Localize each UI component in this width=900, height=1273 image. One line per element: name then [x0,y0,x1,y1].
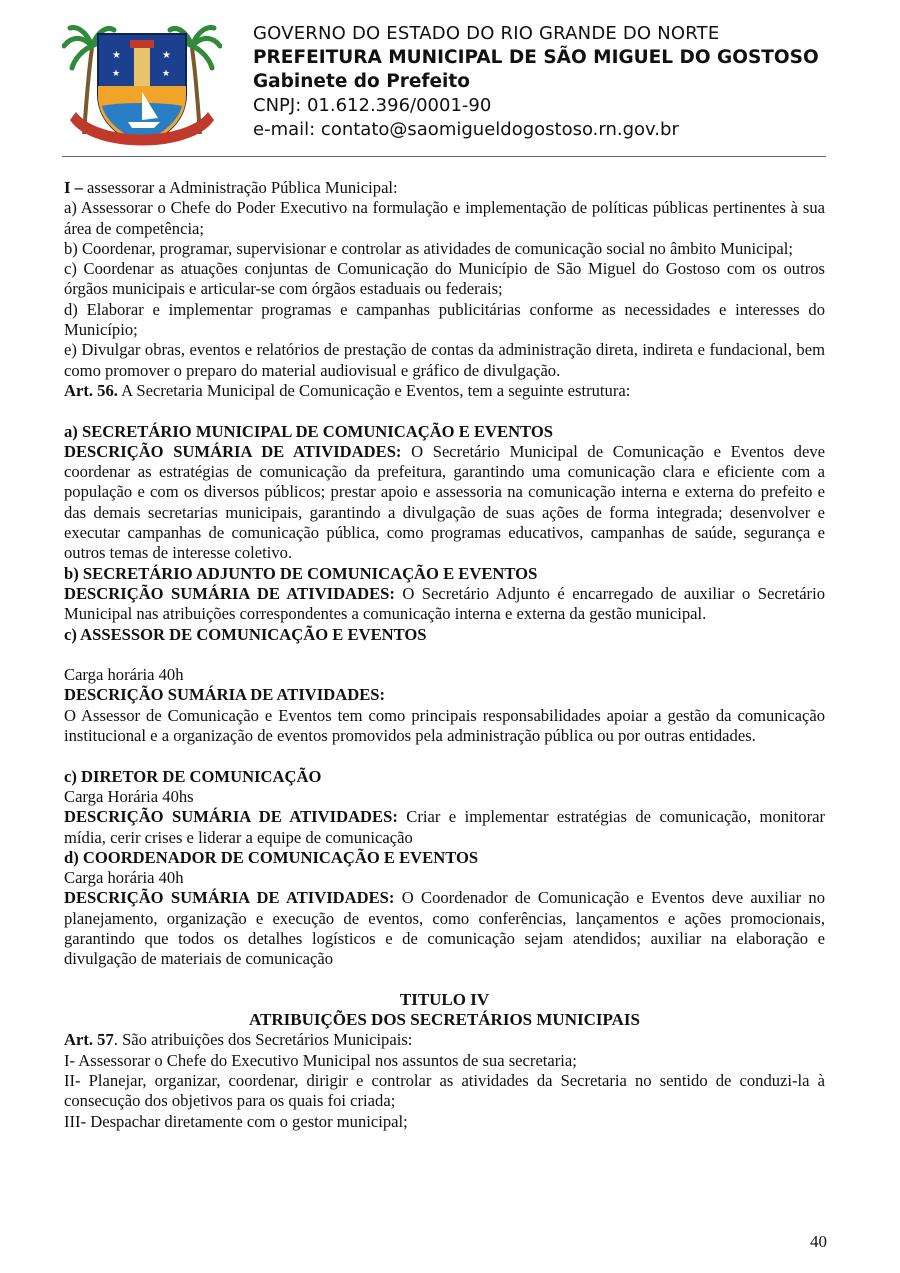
section-e-description: DESCRIÇÃO SUMÁRIA DE ATIVIDADES: O Coordenador de Comunicação e Eventos deve auxiliar no planejamento, organização e execução de eventos, como conferências, lançamentos e ações promocionais, garantindo que todos os detalhes logísticos e de comunicação sejam atendidos; auxiliar na elaboração e divulgação de materiais de comunicação [64,888,825,969]
section-c-hours: Carga horária 40h [64,665,184,685]
item-e: e) Divulgar obras, eventos e relatórios de prestação de contas da administração direta, indireta e fundacional, bem como promover o preparo do material audiovisual e gráfico de divulgação. [64,340,825,380]
letterhead-text [253,22,819,142]
title-iv-subtitle: ATRIBUIÇÕES DOS SECRETÁRIOS MUNICIPAIS [249,1010,640,1030]
section-a-description: DESCRIÇÃO SUMÁRIA DE ATIVIDADES: O Secretário Municipal de Comunicação e Eventos deve coordenar as estratégias de comunicação da prefeitura, garantindo uma comunicação clara e eficiente com a população e com os diversos públicos; prestar apoio e assessoria na comunicação interna e externa do prefeito e das demais secretarias municipais, garantindo a divulgação de suas ações de forma integrada; desenvolver e executar campanhas de comunicação pública, como programas educativos, campanhas de saúde, segurança e outros temas de interesse coletivo. [64,441,825,563]
section-b-description: DESCRIÇÃO SUMÁRIA DE ATIVIDADES: O Secretário Adjunto é encarregado de auxiliar o Secretário Municipal nas atribuições correspondentes a comunicação interna e externa da gestão municipal. [64,583,825,624]
section-d-hours: Carga Horária 40hs [64,786,194,806]
article-56: Art. 56. A Secretaria Municipal de Comunicação e Eventos, tem a seguinte estrutura: [64,380,631,400]
svg-text:★: ★ [112,68,121,78]
page-number: 40 [810,1232,827,1251]
section-b-title: b) SECRETÁRIO ADJUNTO DE COMUNICAÇÃO E EVENTOS [64,563,538,583]
office-name: Gabinete do Prefeito [253,71,470,92]
svg-text:★: ★ [162,68,171,78]
item-c: c) Coordenar as atuações conjuntas de Comunicação do Município de São Miguel do Gostoso com os outros órgãos municipais e articular-se com órgãos estaduais ou federais; [64,259,825,299]
municipal-coat-of-arms-logo [62,16,222,156]
state-government-line: GOVERNO DO ESTADO DO RIO GRANDE DO NORTE [253,23,720,44]
attribution-ii: II- Planejar, organizar, coordenar, dirigir e controlar as atividades da Secretaria no sentido de conduzi-la à consecução dos objetivos para os quais foi criada; [64,1071,825,1111]
section-c-title: c) ASSESSOR DE COMUNICAÇÃO E EVENTOS [64,624,427,644]
section-e-hours: Carga horária 40h [64,868,184,888]
item-d: d) Elaborar e implementar programas e campanhas publicitárias conforme as necessidades e interesses do Município; [64,299,825,340]
section-e-title: d) COORDENADOR DE COMUNICAÇÃO E EVENTOS [64,847,479,867]
contact-email: e-mail: contato@saomigueldogostoso.rn.gov.br [253,119,679,140]
svg-text:★: ★ [112,50,121,61]
document-body [64,178,825,1132]
cnpj: CNPJ: 01.612.396/0001-90 [253,95,492,116]
section-c-description: O Assessor de Comunicação e Eventos tem como principais responsabilidades apoiar a gestão da comunicação institucional e a organização de eventos promovidos pela administração pública ou por outras entidades. [64,705,825,746]
title-iv: TITULO IV [399,989,490,1009]
section-a-title: a) SECRETÁRIO MUNICIPAL DE COMUNICAÇÃO E EVENTOS [64,421,553,441]
item-i: I – assessorar a Administração Pública Municipal: [64,178,398,197]
section-d-description: DESCRIÇÃO SUMÁRIA DE ATIVIDADES: Criar e implementar estratégias de comunicação, monitorar mídia, cerir crises e liderar a equipe de comunicação [64,807,825,847]
item-a: a) Assessorar o Chefe do Poder Executivo na formulação e implementação de políticas públicas pertinentes à sua área de competência; [64,198,825,238]
item-b: b) Coordenar, programar, supervisionar e controlar as atividades de comunicação social no âmbito Municipal; [64,238,794,258]
article-57: Art. 57. São atribuições dos Secretários Municipais: [64,1030,413,1050]
header-divider [62,156,826,157]
attribution-iii: III- Despachar diretamente com o gestor municipal; [64,1111,408,1131]
svg-text:★: ★ [162,50,171,61]
letterhead [0,0,900,160]
municipality-name: PREFEITURA MUNICIPAL DE SÃO MIGUEL DO GOSTOSO [253,47,819,68]
attribution-i: I- Assessorar o Chefe do Executivo Municipal nos assuntos de sua secretaria; [64,1050,577,1070]
section-c-desc-label: DESCRIÇÃO SUMÁRIA DE ATIVIDADES: [64,685,386,705]
section-d-title: c) DIRETOR DE COMUNICAÇÃO [64,766,322,786]
